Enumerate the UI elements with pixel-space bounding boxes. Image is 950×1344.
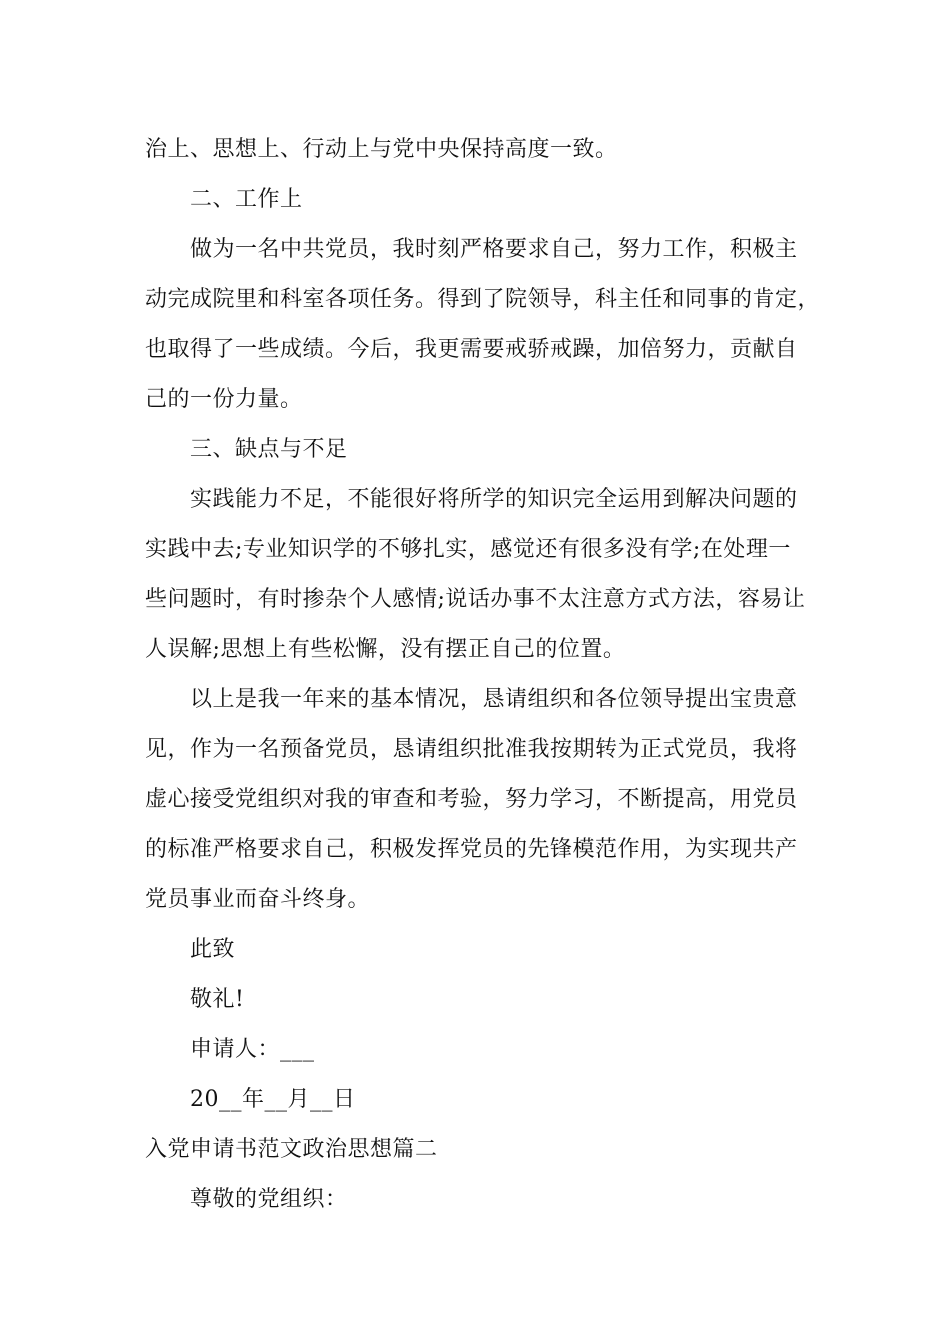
paragraph-line: 以上是我一年来的基本情况，恳请组织和各位领导提出宝贵意	[190, 687, 798, 712]
article-title: 入党申请书范文政治思想篇二	[145, 1137, 438, 1162]
paragraph-line: 动完成院里和科室各项任务。得到了院领导，科主任和同事的肯定，	[145, 287, 821, 312]
section-heading-shortcomings: 三、缺点与不足	[190, 437, 348, 462]
paragraph-line: 治上、思想上、行动上与党中央保持高度一致。	[145, 137, 618, 162]
section-heading-work: 二、工作上	[190, 187, 303, 212]
paragraph-line: 做为一名中共党员，我时刻严格要求自己，努力工作，积极主	[190, 237, 798, 262]
paragraph-line: 实践中去;专业知识学的不够扎实，感觉还有很多没有学;在处理一	[145, 537, 791, 562]
paragraph-line: 己的一份力量。	[145, 387, 303, 412]
paragraph-line: 的标准严格要求自己，积极发挥党员的先锋模范作用，为实现共产	[145, 837, 798, 862]
closing-salutation: 此致	[190, 937, 236, 962]
paragraph-line: 人误解;思想上有些松懈，没有摆正自己的位置。	[145, 637, 626, 662]
closing-regards: 敬礼!	[190, 987, 245, 1012]
paragraph-line: 实践能力不足，不能很好将所学的知识完全运用到解决问题的	[190, 487, 798, 512]
paragraph-line: 虚心接受党组织对我的审查和考验，努力学习，不断提高，用党员	[145, 787, 798, 812]
paragraph-line: 些问题时，有时掺杂个人感情;说话办事不太注意方式方法，容易让	[145, 587, 806, 612]
paragraph-line: 见，作为一名预备党员，恳请组织批准我按期转为正式党员，我将	[145, 737, 798, 762]
applicant-signature-line: 申请人：___	[190, 1037, 315, 1062]
paragraph-line: 也取得了一些成绩。今后，我更需要戒骄戒躁，加倍努力，贡献自	[145, 337, 798, 362]
paragraph-line: 党员事业而奋斗终身。	[145, 887, 371, 912]
greeting-line: 尊敬的党组织：	[190, 1187, 348, 1212]
date-line: 20__年__月__日	[190, 1087, 356, 1112]
